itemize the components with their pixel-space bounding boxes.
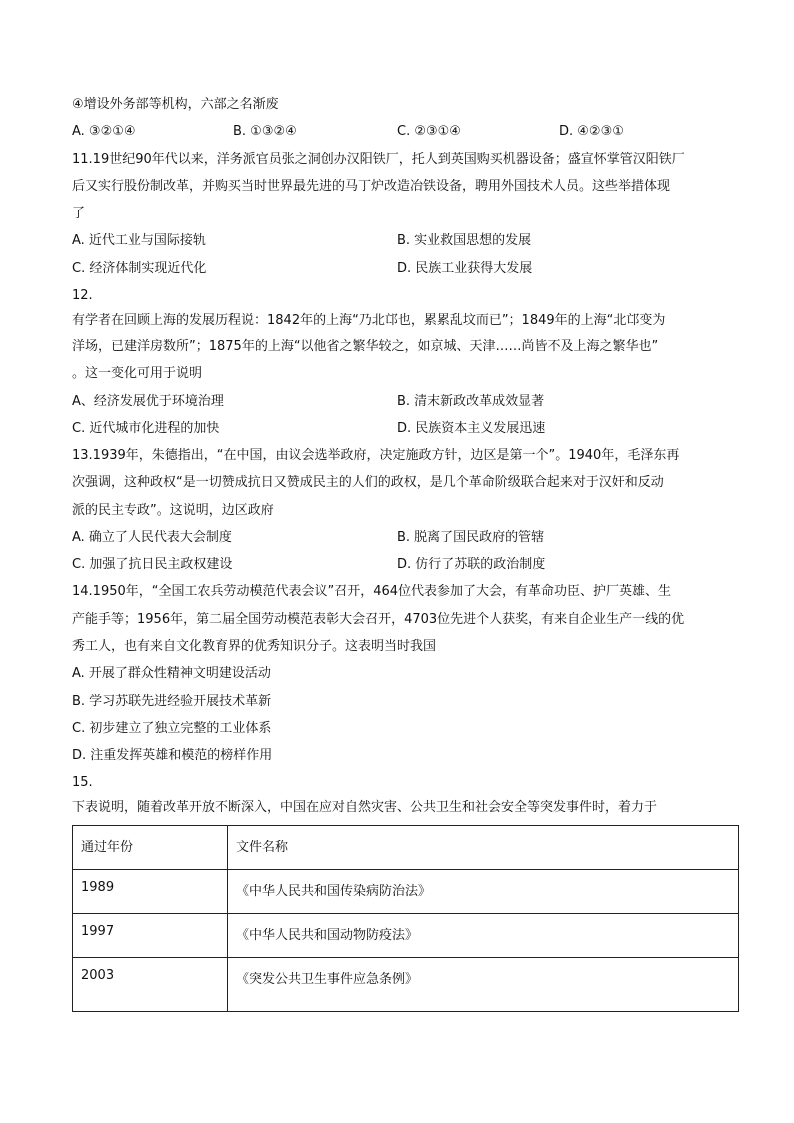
q12-option-d: D. 民族资本主义发展迅速 xyxy=(397,421,546,436)
q14-option-a: A. 开展了群众性精神文明建设活动 xyxy=(72,666,271,681)
q11-option-b: B. 实业救国思想的发展 xyxy=(397,233,532,248)
q13-option-a: A. 确立了人民代表大会制度 xyxy=(72,530,232,545)
q11-option-d: D. 民族工业获得大发展 xyxy=(397,261,533,276)
table-cell-year: 1997 xyxy=(73,914,228,958)
q10-option-d: D. ④②③① xyxy=(559,124,624,139)
table-cell-document: 《中华人民共和国传染病防治法》 xyxy=(228,870,739,914)
q12-stem-line-2: 洋场，已建洋房数所”；1875年的上海“以他省之繁华较之，如京城、天津……尚皆不及上海之繁华也” xyxy=(72,339,659,354)
q14-option-d: D. 注重发挥英雄和模范的榜样作用 xyxy=(72,748,273,763)
q11-option-a: A. 近代工业与国际接轨 xyxy=(72,233,206,248)
q15-stem-line-1: 下表说明，随着改革开放不断深入，中国在应对自然灾害、公共卫生和社会安全等突发事件时，着力于 xyxy=(72,800,658,815)
q14-stem-line-1: 14.1950年，“全国工农兵劳动模范代表会议”召开，464位代表参加了大会，有革命功臣、护厂英雄、生 xyxy=(72,584,672,599)
table-header-document: 文件名称 xyxy=(228,826,739,870)
q11-stem-line-1: 11.19世纪90年代以来，洋务派官员张之洞创办汉阳铁厂，托人到英国购买机器设备；盛宣怀掌管汉阳铁厂 xyxy=(72,152,685,167)
table-header-row xyxy=(73,826,739,870)
q10-option-a: A. ③②①④ xyxy=(72,124,136,139)
q13-option-c: C. 加强了抗日民主政权建设 xyxy=(72,557,233,572)
q15-number: 15. xyxy=(72,775,93,790)
table-cell-year: 2003 xyxy=(73,958,228,1012)
q13-option-d: D. 仿行了苏联的政治制度 xyxy=(397,557,546,572)
q12-stem-line-3: 。这一变化可用于说明 xyxy=(72,366,203,381)
table-row xyxy=(73,870,739,914)
table-cell-document: 《中华人民共和国动物防疫法》 xyxy=(228,914,739,958)
q12-stem-line-1: 有学者在回顾上海的发展历程说：1842年的上海“乃北邙也，累累乱坟而已”；1849年的上海“北邙变为 xyxy=(72,313,666,328)
q14-stem-line-3: 秀工人，也有来自文化教育界的优秀知识分子。这表明当时我国 xyxy=(72,639,437,654)
q13-option-b: B. 脱离了国民政府的管辖 xyxy=(397,530,545,545)
q12-option-b: B. 清末新政改革成效显著 xyxy=(397,394,545,409)
table-row xyxy=(73,914,739,958)
q12-option-a: A、经济发展优于环境治理 xyxy=(72,394,224,409)
q10-option-c: C. ②③①④ xyxy=(397,124,461,139)
q12-number: 12. xyxy=(72,288,93,303)
q11-stem-line-2: 后又实行股份制改革，并购买当时世界最先进的马丁炉改造冶铁设备，聘用外国技术人员。这些举措体现 xyxy=(72,179,671,194)
table-row xyxy=(73,958,739,1012)
q13-stem-line-2: 次强调，这种政权“是一切赞成抗日又赞成民主的人们的政权，是几个革命阶级联合起来对于汉奸和反动 xyxy=(72,475,664,490)
q13-stem-line-1: 13.1939年，朱德指出，“在中国，由议会选举政府，决定施政方针，边区是第一个”。1940年，毛泽东再 xyxy=(72,448,680,463)
q11-option-c: C. 经济体制实现近代化 xyxy=(72,261,207,276)
q11-stem-line-3: 了 xyxy=(72,206,86,221)
q14-option-c: C. 初步建立了独立完整的工业体系 xyxy=(72,721,272,736)
q13-stem-line-3: 派的民主专政”。这说明，边区政府 xyxy=(72,503,274,518)
q10-option-b: B. ①③②④ xyxy=(233,124,297,139)
q12-option-c: C. 近代城市化进程的加快 xyxy=(72,421,220,436)
table-header-year: 通过年份 xyxy=(73,826,228,870)
table-cell-year: 1989 xyxy=(73,870,228,914)
table-cell-document: 《突发公共卫生事件应急条例》 xyxy=(228,958,739,1012)
q10-item-4: ④增设外务部等机构，六部之名渐废 xyxy=(72,97,279,112)
q15-table xyxy=(72,825,739,1012)
q14-stem-line-2: 产能手等；1956年，第二届全国劳动模范表彰大会召开，4703位先进个人获奖，有来自企业生产一线的优 xyxy=(72,612,685,627)
q14-option-b: B. 学习苏联先进经验开展技术革新 xyxy=(72,694,272,709)
